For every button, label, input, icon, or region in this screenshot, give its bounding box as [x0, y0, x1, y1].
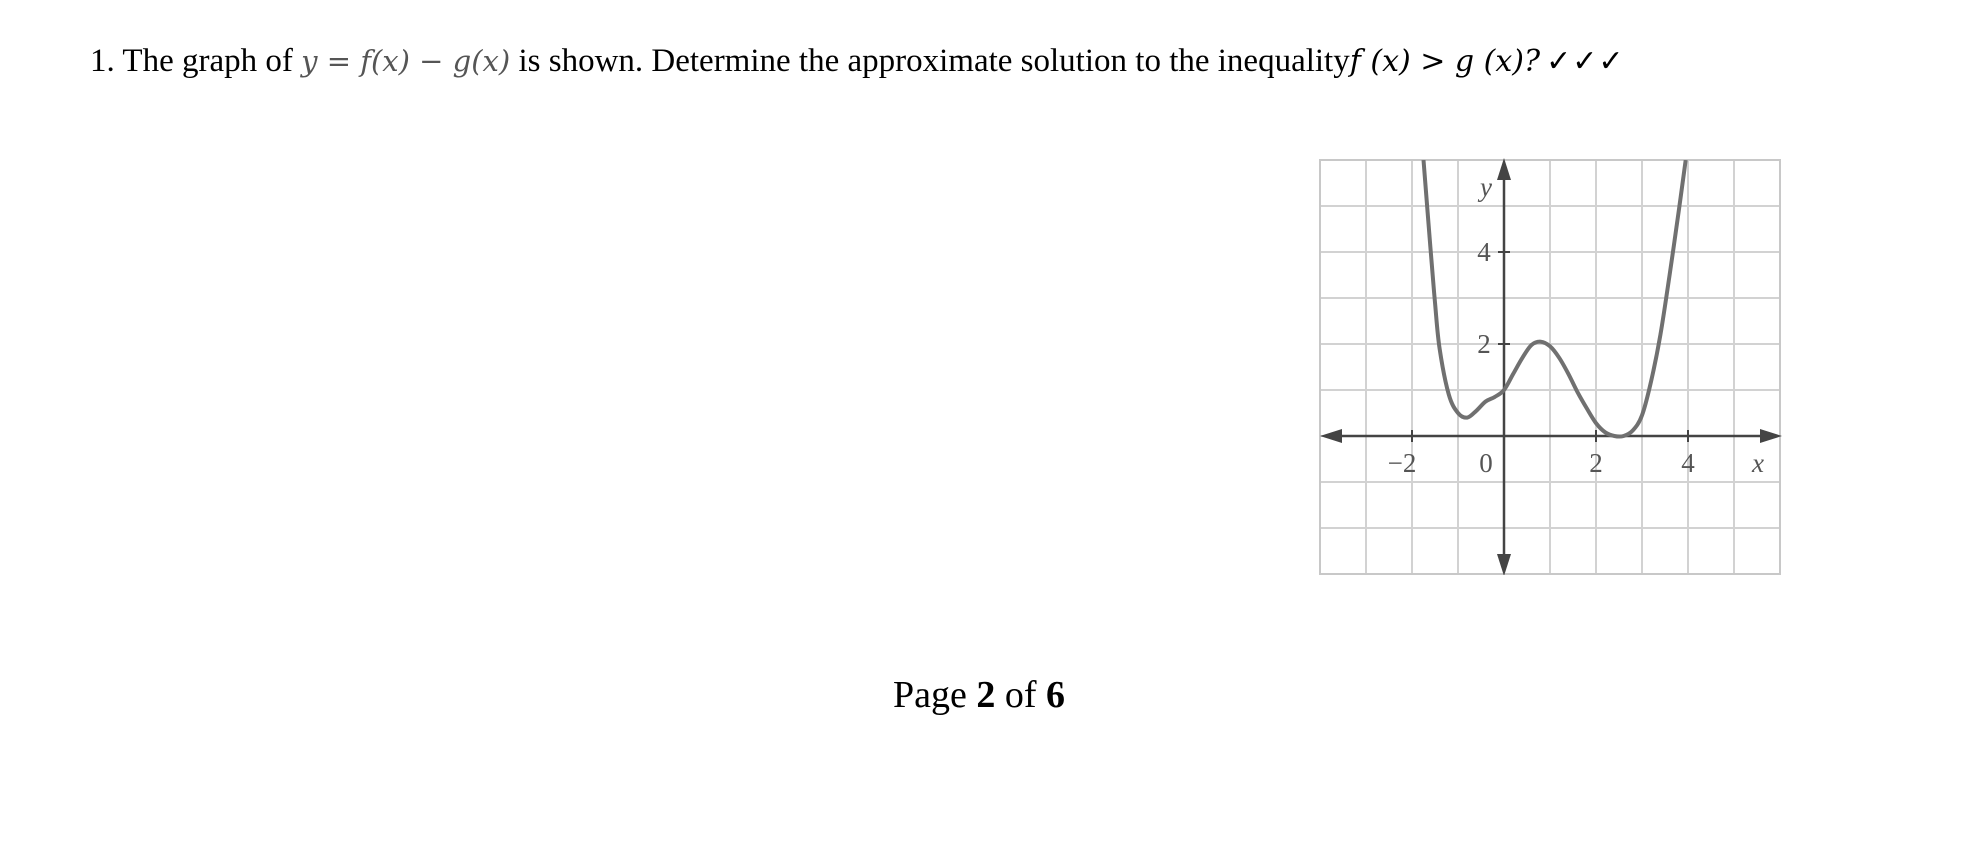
x-tick-label: 2 — [1589, 448, 1603, 478]
function-graph — [1310, 155, 1790, 575]
x-axis-arrow-left — [1320, 429, 1342, 443]
question-text — [90, 42, 1624, 82]
total-pages: 6 — [1046, 674, 1066, 716]
of-word: of — [1004, 674, 1037, 716]
y-tick-label: 4 — [1477, 237, 1491, 267]
y-axis-arrow-down — [1497, 554, 1511, 575]
function-expression: y = f(x) − g(x) — [301, 44, 511, 78]
page-indicator — [893, 673, 1065, 717]
inequality-expression: f (x) > g (x)? — [1349, 44, 1541, 79]
x-axis-label: x — [1752, 448, 1764, 478]
question-text-after: is shown. Determine the approximate solution to the inequality — [518, 43, 1350, 79]
x-tick-label: −2 — [1387, 448, 1417, 478]
y-tick-label: 2 — [1477, 329, 1491, 359]
checkmarks: ✓✓✓ — [1546, 44, 1625, 79]
question-text-before: The graph of — [122, 43, 293, 79]
question-number: 1. — [90, 43, 115, 79]
current-page: 2 — [976, 674, 996, 716]
x-tick-label: 0 — [1479, 448, 1493, 478]
grid — [1320, 160, 1780, 574]
page-word: Page — [893, 674, 967, 716]
x-axis-arrow-right — [1760, 429, 1782, 443]
tick-labels — [1388, 172, 1764, 478]
x-tick-label: 4 — [1681, 448, 1695, 478]
y-axis-arrow-up — [1497, 158, 1511, 180]
y-axis-label: y — [1480, 172, 1492, 202]
